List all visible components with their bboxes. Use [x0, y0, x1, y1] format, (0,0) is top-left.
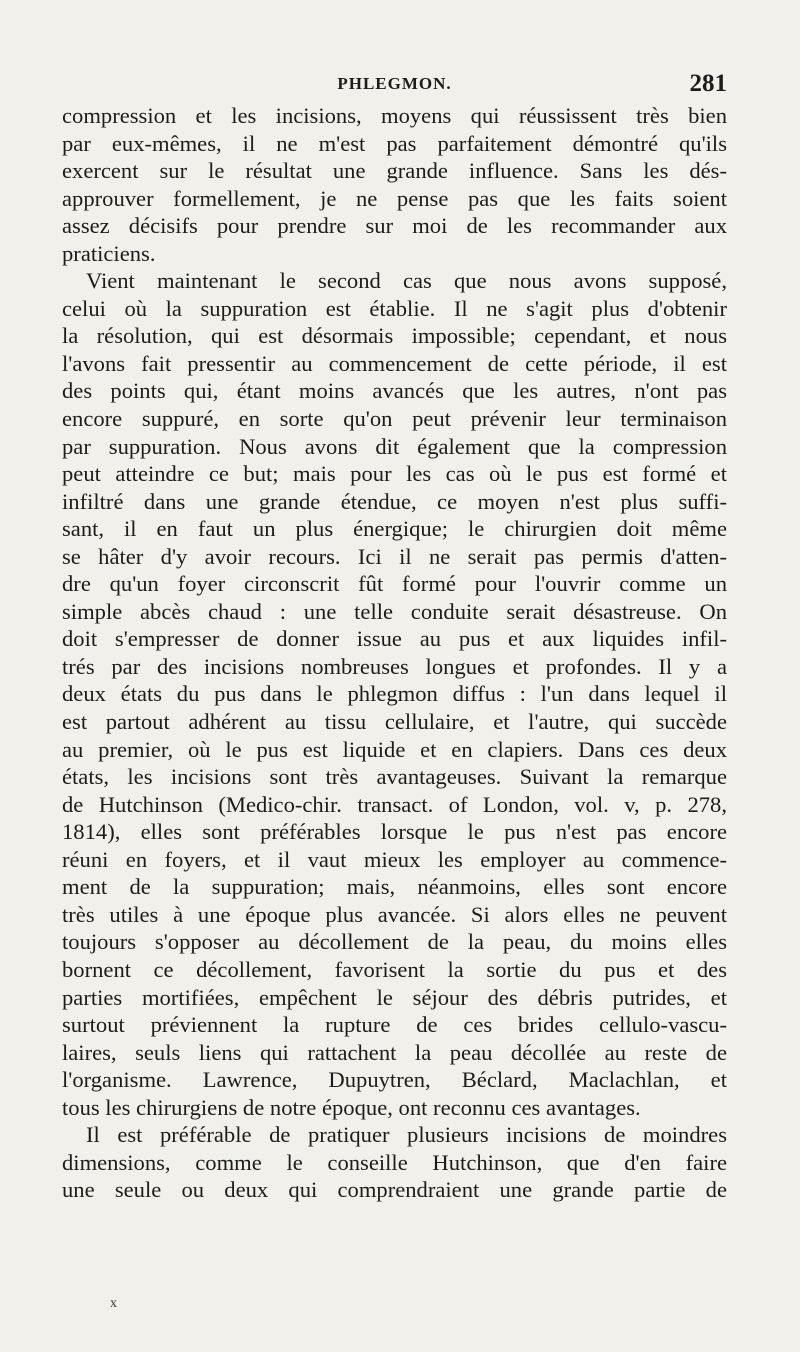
text-line: doit s'empresser de donner issue au pus et aux liquides infil-: [62, 626, 727, 652]
page-header: [62, 70, 727, 100]
text-line: sant, il en faut un plus énergique; le chirurgien doit même: [62, 516, 727, 542]
text-line: compression et les incisions, moyens qui réussissent très bien: [62, 103, 727, 128]
running-title: PHLEGMON.: [337, 74, 452, 93]
text-line: 1814), elles sont préférables lorsque le pus n'est pas encore: [62, 819, 727, 845]
text-line: la résolution, qui est désormais impossible; cependant, et nous: [62, 323, 727, 349]
text-line: peut atteindre ce but; mais pour les cas où le pus est formé et: [62, 461, 727, 487]
text-line: infiltré dans une grande étendue, ce moyen n'est plus suffi-: [62, 488, 727, 514]
text-line: tous les chirurgiens de notre époque, ont reconnu ces avantages.: [62, 1094, 641, 1120]
text-line: des points qui, étant moins avancés que les autres, n'ont pas: [62, 378, 727, 404]
text-line: états, les incisions sont très avantageuses. Suivant la remarque: [62, 764, 727, 790]
text-line: toujours s'opposer au décollement de la peau, du moins elles: [62, 929, 727, 955]
text-line: une seule ou deux qui comprendraient une grande partie de: [62, 1177, 727, 1203]
text-line: ment de la suppuration; mais, néanmoins, elles sont encore: [62, 874, 727, 900]
text-line: surtout préviennent la rupture de ces brides cellulo-vascu-: [62, 1012, 727, 1038]
paragraph-start-line: Il est préférable de pratiquer plusieurs incisions de moindres: [86, 1122, 727, 1148]
text-line: par eux-mêmes, il ne m'est pas parfaitement démontré qu'ils: [62, 130, 727, 156]
text-line: laires, seuls liens qui rattachent la peau décollée au reste de: [62, 1039, 727, 1065]
text-line: dimensions, comme le conseille Hutchinson, que d'en faire: [62, 1149, 727, 1175]
text-line: l'organisme. Lawrence, Dupuytren, Béclard, Maclachlan, et: [62, 1067, 727, 1093]
text-line: au premier, où le pus est liquide et en clapiers. Dans ces deux: [62, 736, 727, 762]
text-line: approuver formellement, je ne pense pas que les faits soient: [62, 185, 727, 211]
paragraph-start-line: Vient maintenant le second cas que nous avons supposé,: [86, 268, 727, 294]
text-line: l'avons fait pressentir au commencement de cette période, il est: [62, 350, 727, 376]
text-line: exercent sur le résultat une grande influence. Sans les dés-: [62, 158, 727, 184]
text-line: celui où la suppuration est établie. Il ne s'agit plus d'obtenir: [62, 295, 727, 321]
page-number: 281: [689, 70, 727, 97]
text-line: de Hutchinson (Medico-chir. transact. of London, vol. v, p. 278,: [62, 791, 727, 817]
text-line: trés par des incisions nombreuses longues et profondes. Il y a: [62, 653, 727, 679]
text-line: parties mortifiées, empêchent le séjour des débris putrides, et: [62, 984, 727, 1010]
text-line: encore suppuré, en sorte qu'on peut prévenir leur terminaison: [62, 406, 727, 432]
text-line: simple abcès chaud : une telle conduite serait désastreuse. On: [62, 598, 727, 624]
text-line: dre qu'un foyer circonscrit fût formé pour l'ouvrir comme un: [62, 571, 727, 597]
text-line: réuni en foyers, et il vaut mieux les employer au commence-: [62, 846, 727, 872]
body-text: [62, 102, 727, 1204]
text-line: assez décisifs pour prendre sur moi de les recommander aux: [62, 213, 727, 239]
text-line: par suppuration. Nous avons dit également que la compression: [62, 433, 727, 459]
text-line: très utiles à une époque plus avancée. Si alors elles ne peuvent: [62, 901, 727, 927]
text-line: bornent ce décollement, favorisent la sortie du pus et des: [62, 956, 727, 982]
stray-mark: x: [110, 1296, 117, 1311]
text-line: deux états du pus dans le phlegmon diffus : l'un dans lequel il: [62, 681, 727, 707]
text-line: est partout adhérent au tissu cellulaire, et l'autre, qui succède: [62, 709, 727, 735]
text-line: se hâter d'y avoir recours. Ici il ne serait pas permis d'atten-: [62, 543, 727, 569]
text-line: praticiens.: [62, 240, 156, 266]
